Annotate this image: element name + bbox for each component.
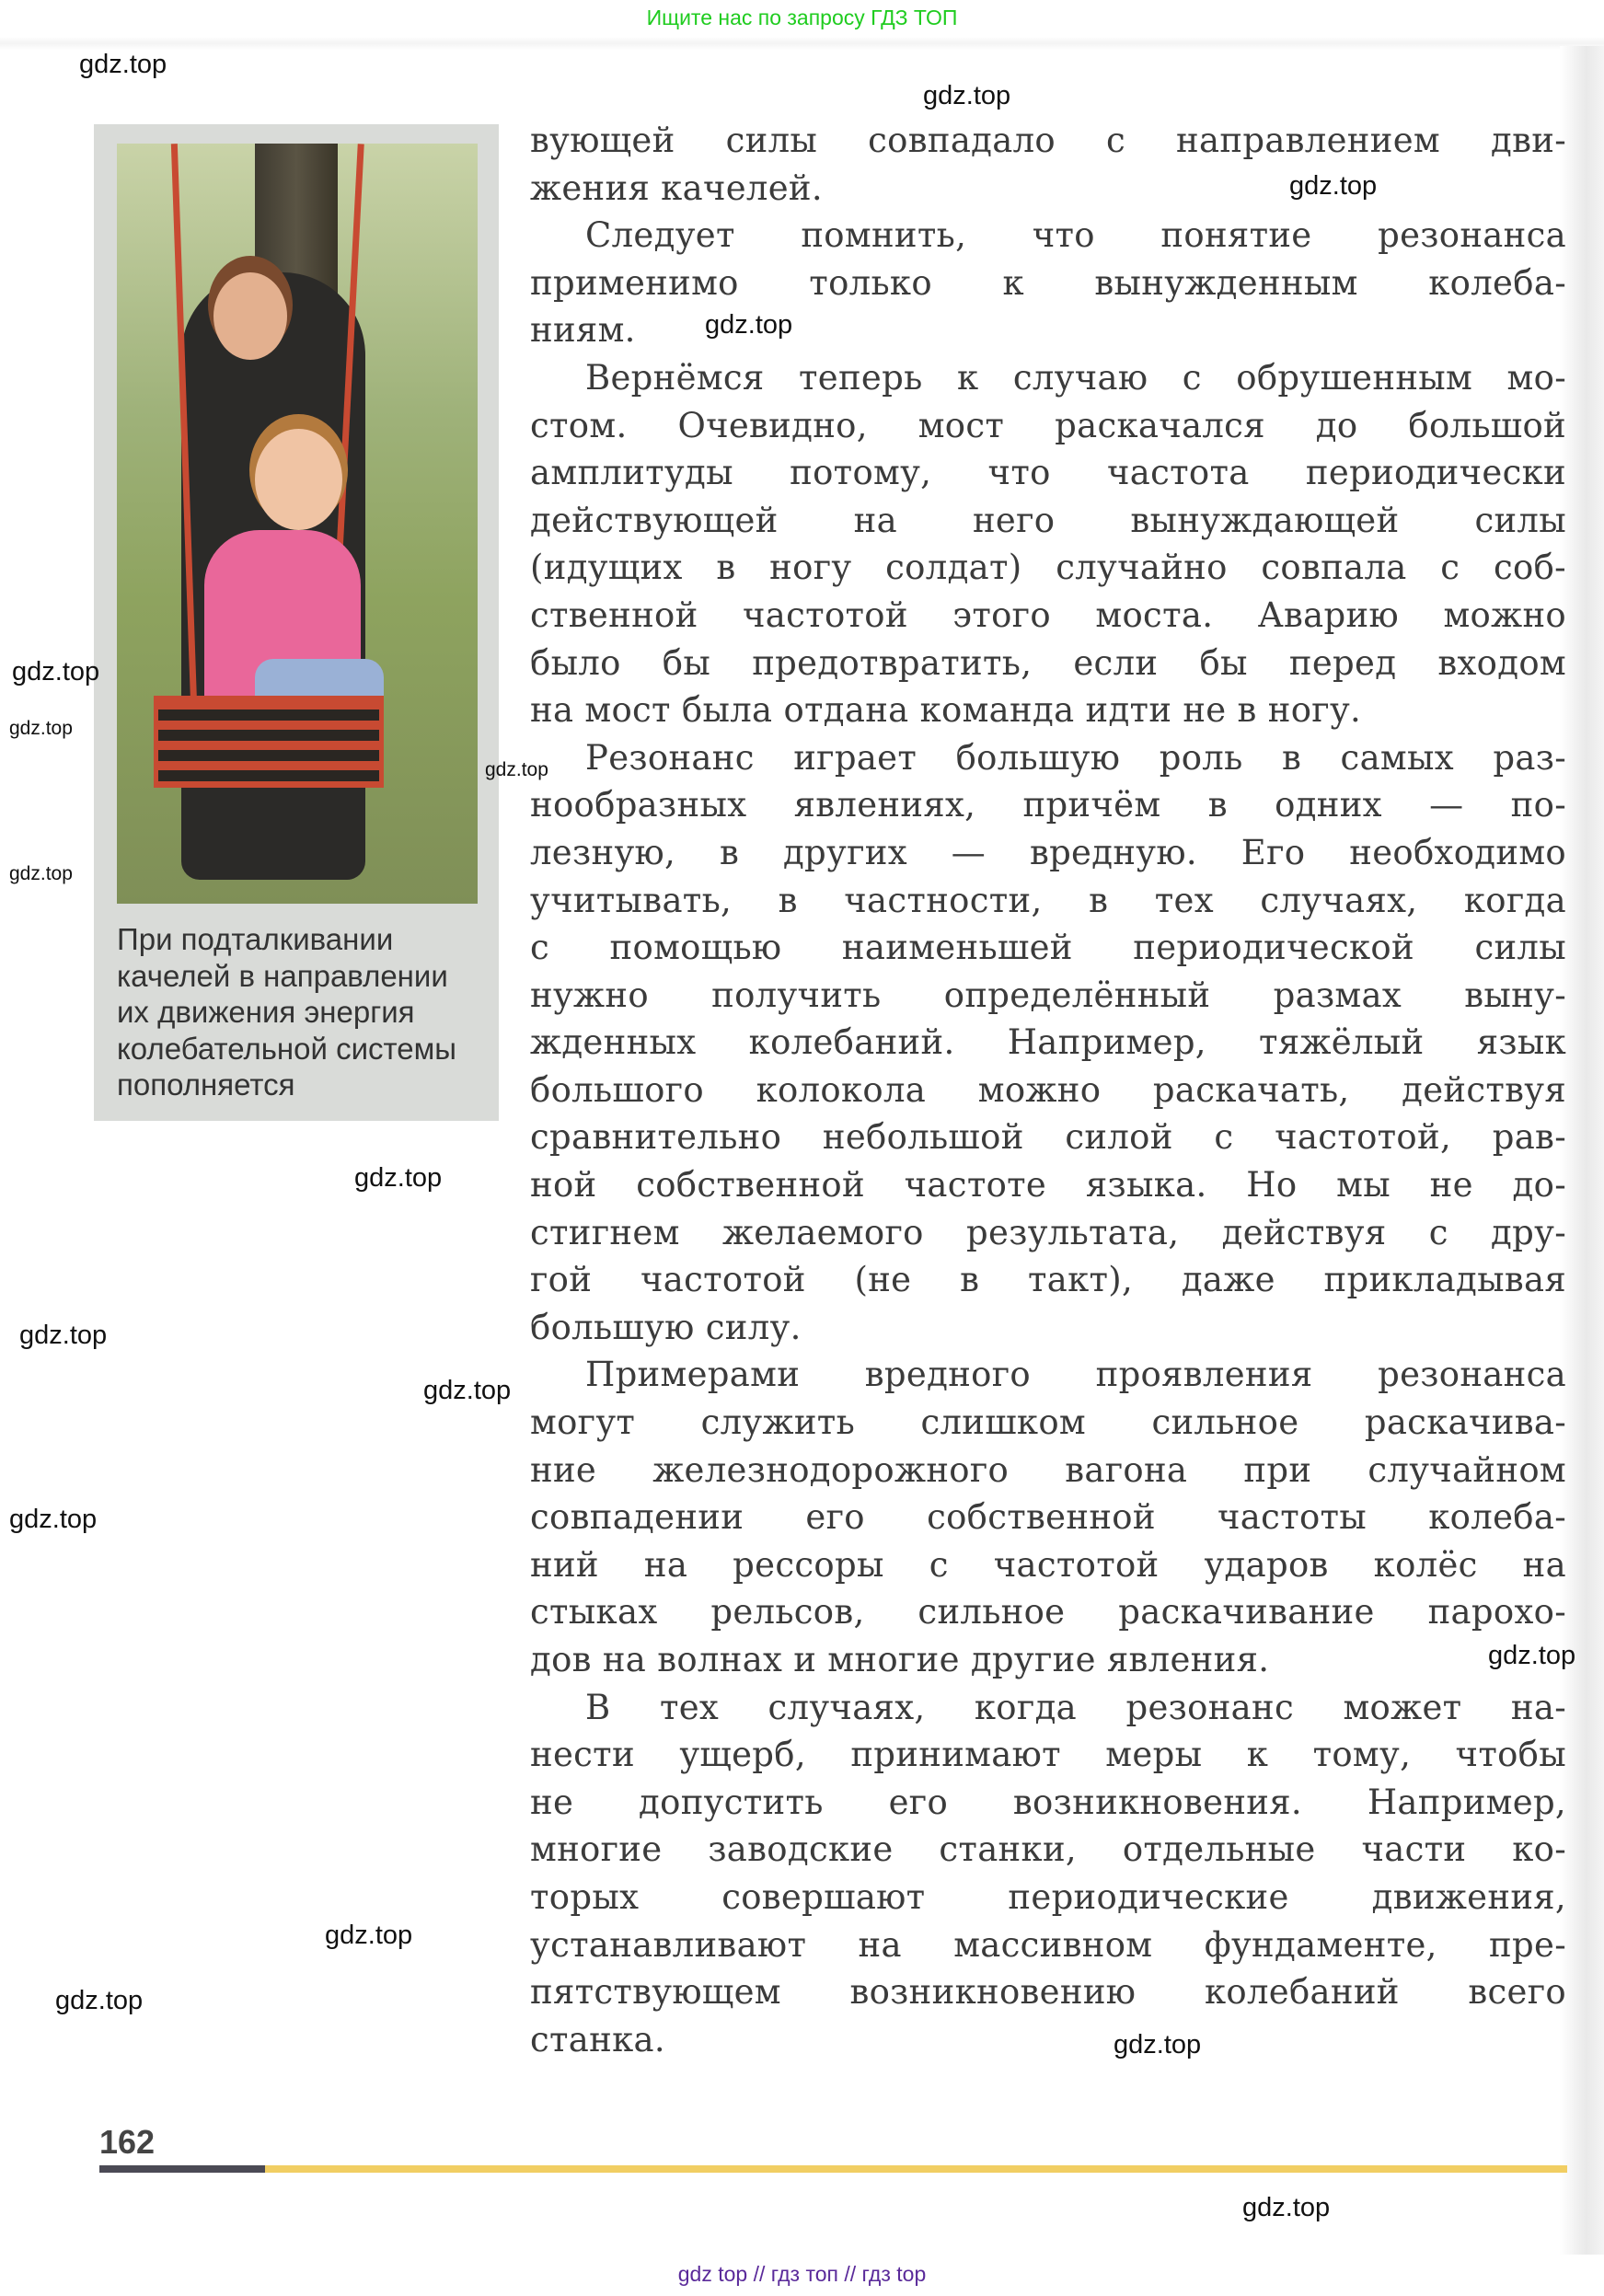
text-line: нести ущерб, принимают меры к тому, чтобы (530, 1735, 1566, 1775)
watermark: gdz.top (19, 1321, 108, 1350)
text-line: применимо только к вынужденным колеба- (530, 262, 1566, 303)
search-banner[interactable]: Ищите нас по запросу ГДЗ ТОП (646, 6, 958, 29)
text-line: могут служить слишком сильное раскачива- (530, 1402, 1566, 1443)
text-line: вующей силы совпадало с направлением дви- (530, 121, 1566, 160)
text-line: станка. (530, 2019, 665, 2059)
text-line: В тех случаях, когда резонанс может на- (585, 1687, 1566, 1727)
text-line: дов на волнах и многие другие явления. (530, 1640, 1270, 1679)
text-line: лезную, в других — вредную. Его необходимо (530, 832, 1566, 872)
watermark: gdz.top (1242, 2193, 1331, 2222)
figure-swing (94, 124, 499, 1121)
text-line: учитывать, в частности, в тех случаях, когда (530, 880, 1566, 920)
text-line: гой частотой (не в такт), даже прикладывая (530, 1260, 1566, 1300)
page-edge (1560, 46, 1604, 2255)
text-line: действующей на него вынуждающей силы (530, 500, 1566, 540)
text-line: (идущих в ногу солдат) случайно совпала с соб- (530, 548, 1566, 588)
watermark: gdz.top (423, 1376, 512, 1405)
text-line: было бы предотвратить, если бы перед входом (530, 642, 1566, 683)
text-line: сравнительно небольшой силой с частотой, рав- (530, 1117, 1566, 1158)
text-line: пятствующем возникновению колебаний всего (530, 1972, 1566, 2013)
watermark: gdz.top (354, 1163, 443, 1193)
text-line: ний на рессоры с частотой ударов колёс на (530, 1544, 1566, 1585)
text-line: ние железнодорожного вагона при случайном (530, 1449, 1566, 1490)
swing-photo (117, 144, 478, 904)
text-line: Следует помнить, что понятие резонанса (585, 215, 1566, 256)
watermark: gdz.top (55, 1986, 144, 2015)
text-line: не допустить его возникновения. Например, (530, 1782, 1566, 1822)
caption-line: колебательной системы (117, 1031, 457, 1066)
text-line: стигнем желаемого результата, действуя с дру- (530, 1212, 1566, 1252)
text-line: ной собственной частоте языка. Но мы не до- (530, 1165, 1566, 1206)
watermark: gdz.top (923, 81, 1011, 110)
watermark: gdz.top (1289, 171, 1378, 201)
text-line: ственной частотой этого моста. Аварию можно (530, 594, 1566, 635)
text-line: большую силу. (530, 1307, 802, 1347)
caption-line: При подталкивании (117, 922, 394, 956)
page-top-shadow (0, 37, 1604, 50)
text-line: нообразных явлениях, причём в одних — по- (530, 785, 1566, 825)
watermark: gdz.top (1114, 2030, 1202, 2059)
text-line: Резонанс играет большую роль в самых раз- (585, 737, 1566, 778)
text-line: Примерами вредного проявления резонанса (585, 1355, 1566, 1395)
text-line: совпадении его собственной частоты колеба- (530, 1497, 1566, 1538)
text-line: Вернёмся теперь к случаю с обрушенным мо- (585, 357, 1566, 398)
footer-rule (99, 2165, 1567, 2173)
watermark: gdz.top (325, 1921, 413, 1950)
caption-line: пополняется (117, 1067, 295, 1102)
text-line: с помощью наименьшей периодической силы (530, 928, 1566, 968)
watermark: gdz.top (9, 718, 73, 739)
page-number: 162 (99, 2123, 156, 2161)
watermark: gdz.top (485, 759, 548, 780)
text-line: большого колокола можно раскачать, действуя (530, 1069, 1566, 1110)
text-line: ниям. (530, 310, 636, 351)
caption-line: качелей в направлении (117, 958, 448, 993)
caption-line: их движения энергия (117, 995, 415, 1029)
footer-rule-accent (99, 2165, 265, 2173)
text-line: амплитуды потому, что частота периодически (530, 453, 1566, 493)
watermark: gdz.top (12, 657, 100, 686)
text-line: стыках рельсов, сильное раскачивание парохо- (530, 1592, 1566, 1633)
text-line: жденных колебаний. Например, тяжёлый язык (530, 1022, 1566, 1063)
text-line: торых совершают периодические движения, (530, 1876, 1566, 1917)
watermark: gdz.top (9, 1505, 98, 1534)
text-line: на мост была отдана команда идти не в ногу. (530, 690, 1362, 731)
text-line: жения качелей. (530, 167, 823, 208)
text-line: устанавливают на массивном фундаменте, пре- (530, 1924, 1566, 1965)
watermark: gdz.top (79, 50, 167, 79)
watermark: gdz.top (9, 863, 73, 884)
text-line: нужно получить определённый размах выну- (530, 975, 1566, 1015)
body-text (530, 117, 1566, 2063)
text-line: многие заводские станки, отдельные части ко- (530, 1829, 1566, 1870)
footer-links[interactable]: gdz top // гдз топ // гдз top (677, 2262, 927, 2286)
figure-caption (117, 921, 494, 1103)
watermark: gdz.top (705, 310, 793, 340)
watermark: gdz.top (1488, 1641, 1576, 1670)
text-line: стом. Очевидно, мост раскачался до большой (530, 405, 1566, 445)
